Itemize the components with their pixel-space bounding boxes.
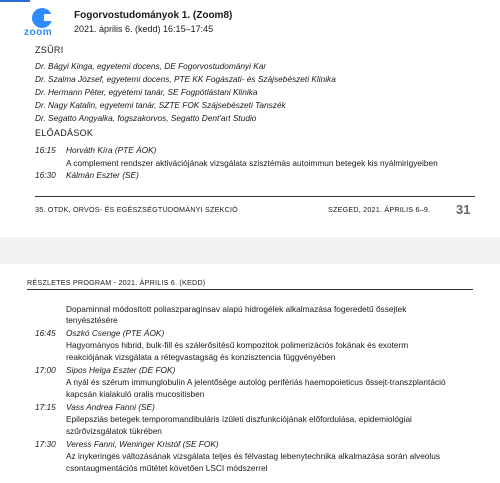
zoom-logo: [24, 8, 64, 40]
document-page-31: [0, 0, 500, 237]
document-page-32: [0, 264, 500, 483]
talk-time: 17:00: [35, 365, 56, 375]
talk-title: Hagyományos hibrid, bulk-fill és szálerősítésű kompozitok polimerizációs fokának és exoterm: [66, 340, 409, 350]
talk-title: Az inykeringés változásának vizsgálata teljes és félvastag lebenytechnika alkalmazása során alveolus: [66, 451, 441, 461]
zoom-camera-icon: [32, 8, 52, 28]
talk-speaker: Horváth Kíra (PTE ÁOK): [66, 145, 157, 155]
talk-title: A nyál és szérum immunglobulin A jelentősége autológ perifériás haemopoieticus őssejt-transzplantáció: [66, 377, 446, 387]
talk-title: Epilepsziás betegek temporomandibuláris ízületi diszfunkciójának előfordulása, epidemiológiai: [66, 414, 412, 424]
talk-time: 17:15: [35, 402, 56, 412]
talks-heading: ELŐADÁSOK: [35, 128, 94, 138]
talk-title: Dopaminnal módosított poliaszparaginsav alapú hidrogélek alkalmazása fogeredetű őssejtek: [66, 304, 407, 314]
jury-member: Dr. Szalma József, egyetemi docens, PTE KK Fogászati- és Szájsebészeti Klinika: [35, 74, 336, 84]
talk-title: kapcsán kialakuló oralis mucositisben: [66, 389, 205, 399]
talk-title: A complement rendszer aktivációjának vizsgálata szisztémás autoimmun betegek kis nyálmirigyeiben: [66, 158, 438, 168]
jury-member: Dr. Nagy Katalin, egyetemi tanár, SZTE FOK Szájsebészeti Tanszék: [35, 100, 286, 110]
talk-title: reakciójának vizsgálata a rétegvastagság és konzisztencia függvényében: [66, 352, 336, 362]
talk-title: szűrővizsgálatok tükrében: [66, 426, 162, 436]
talk-speaker: Sipos Helga Eszter (DE FOK): [66, 365, 176, 375]
page-number: 31: [456, 202, 471, 217]
zoom-logo-text: zoom: [24, 27, 53, 38]
talk-speaker: Vass Andrea Fanni (SE): [66, 402, 155, 412]
talk-time: 16:15: [35, 145, 56, 155]
talk-time: 17:30: [35, 439, 56, 449]
jury-member: Dr. Segatto Angyalka, fogszakorvos, Segatto Dent'art Studio: [35, 113, 257, 123]
jury-member: Dr. Bágyi Kinga, egyetemi docens, DE Fogorvostudományi Kar: [35, 61, 267, 71]
talk-title: tenyésztésére: [66, 315, 118, 325]
footer-conference: 35. OTDK, ORVOS- ÉS EGÉSZSÉGTUDOMÁNYI SZEKCIÓ: [35, 205, 238, 214]
talk-title: csontaugmentációs műtétet követően LSCI módszerrel: [66, 463, 268, 473]
footer-location-date: SZEGED, 2021. ÁPRILIS 6–9.: [328, 205, 431, 214]
jury-member: Dr. Hermann Péter, egyetemi tanár, SE Fogpótlástani Klinika: [35, 87, 258, 97]
talk-time: 16:45: [35, 328, 56, 338]
talk-speaker: Oszkó Csenge (PTE ÁOK): [66, 328, 165, 338]
talk-speaker: Veress Fanni, Weninger Kristóf (SE FOK): [66, 439, 219, 449]
page-top-accent: [0, 0, 30, 2]
session-datetime: 2021. április 6. (kedd) 16:15–17:45: [74, 24, 214, 34]
header-divider: [27, 289, 473, 290]
jury-heading: ZSŰRI: [35, 45, 64, 55]
page-header: RÉSZLETES PROGRAM - 2021. ÁPRILIS 6. (KEDD): [27, 278, 206, 287]
session-title: Fogorvostudományok 1. (Zoom8): [74, 10, 233, 21]
footer-divider: [35, 196, 475, 197]
talk-speaker: Kálmán Eszter (SE): [66, 170, 139, 180]
talk-time: 16:30: [35, 170, 56, 180]
